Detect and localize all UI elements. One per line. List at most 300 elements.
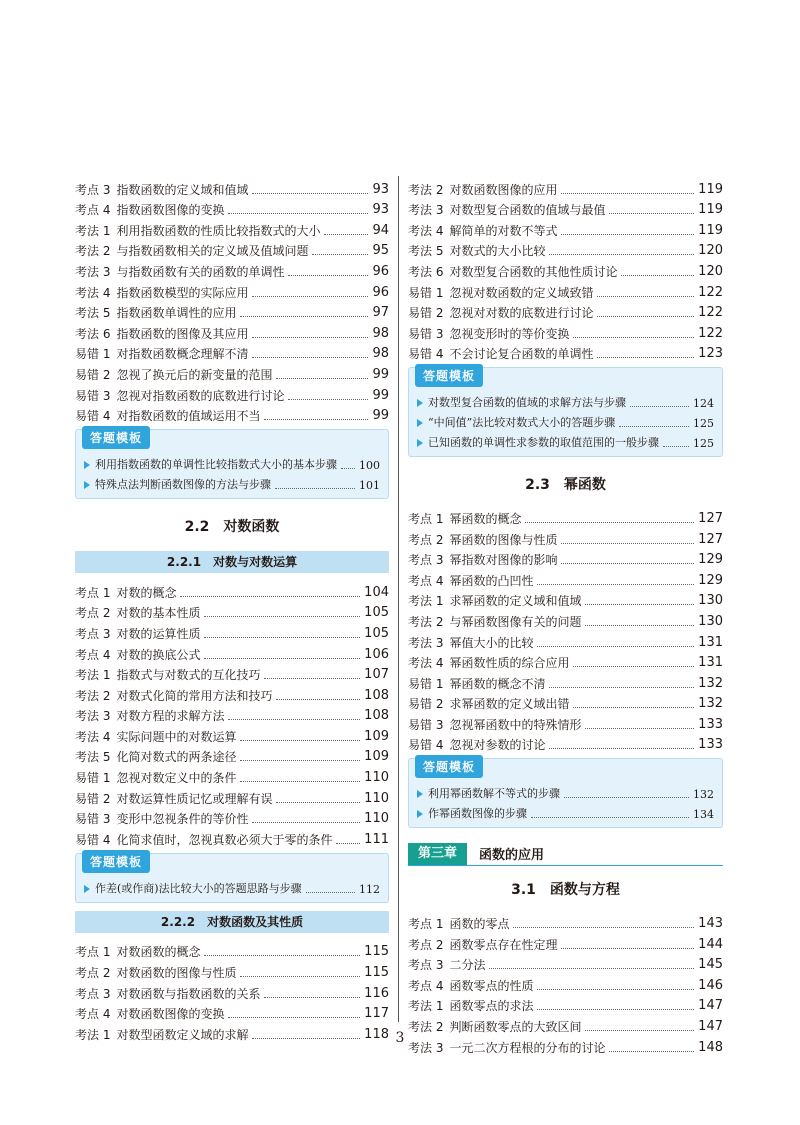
template-entry-page: 134 xyxy=(693,808,714,822)
dot-leader xyxy=(609,1051,694,1052)
toc-entry[interactable] xyxy=(408,217,723,238)
toc-entry[interactable] xyxy=(75,682,389,703)
toc-entry-page: 131 xyxy=(698,655,723,671)
toc-entry-page: 98 xyxy=(372,346,389,362)
dot-leader xyxy=(204,658,360,659)
toc-entry-title: 与幂函数图像有关的问题 xyxy=(449,614,582,629)
toc-entry-label: 易错 4 xyxy=(75,832,111,847)
toc-entry-page: 93 xyxy=(372,181,389,197)
triangle-bullet-icon xyxy=(84,461,90,469)
toc-entry-label: 易错 3 xyxy=(75,812,111,827)
dot-leader xyxy=(489,968,694,969)
dot-leader xyxy=(240,781,360,782)
toc-entry-title: 幂函数性质的综合应用 xyxy=(449,656,570,671)
dot-leader xyxy=(275,488,355,489)
toc-entry[interactable] xyxy=(75,217,389,238)
triangle-bullet-icon xyxy=(84,885,90,893)
toc-entry[interactable] xyxy=(408,341,723,362)
toc-entry-page: 119 xyxy=(698,222,723,238)
toc-entry-title: 变形中忽视条件的等价性 xyxy=(116,812,249,827)
dot-leader xyxy=(252,822,360,823)
dot-leader xyxy=(573,707,694,708)
toc-entry-page: 127 xyxy=(698,531,723,547)
toc-entry[interactable] xyxy=(408,732,723,753)
toc-entry-page: 122 xyxy=(698,284,723,300)
toc-entry-page: 129 xyxy=(698,552,723,568)
toc-entry-title: 函数的零点 xyxy=(449,917,510,932)
toc-entry[interactable] xyxy=(75,959,389,980)
dot-leader xyxy=(276,699,360,700)
toc-entry-title: 与指数函数有关的函数的单调性 xyxy=(116,264,285,279)
dot-leader xyxy=(573,337,694,338)
toc-entry-label: 考点 4 xyxy=(408,573,444,588)
dot-leader xyxy=(561,193,694,194)
toc-entry-label: 考法 2 xyxy=(408,182,444,197)
toc-entry-title: 对数运算性质记忆或理解有误 xyxy=(116,791,273,806)
chapter-header xyxy=(408,842,723,866)
toc-list xyxy=(75,176,389,423)
toc-entry-label: 考法 3 xyxy=(75,709,111,724)
toc-entry-page: 120 xyxy=(698,243,723,259)
toc-entry-label: 易错 1 xyxy=(408,285,444,300)
toc-entry-title: 函数零点存在性定理 xyxy=(449,937,558,952)
chapter-badge: 第三章 xyxy=(408,843,467,865)
toc-entry-page: 148 xyxy=(698,1039,723,1055)
toc-entry-title: 忽视对参数的讨论 xyxy=(449,738,546,753)
dot-leader xyxy=(619,426,689,427)
toc-entry-page: 95 xyxy=(372,243,389,259)
dot-leader xyxy=(621,275,694,276)
template-entry-title: 作差(或作商)法比较大小的答题思路与步骤 xyxy=(95,881,302,895)
toc-entry-page: 132 xyxy=(698,675,723,691)
chapter-title: 函数的应用 xyxy=(479,848,545,864)
toc-entry-label: 考法 1 xyxy=(75,1027,111,1042)
toc-entry[interactable] xyxy=(75,320,389,341)
toc-entry[interactable] xyxy=(75,382,389,403)
dot-leader xyxy=(264,678,360,679)
toc-entry-label: 易错 4 xyxy=(408,738,444,753)
dot-leader xyxy=(561,234,694,235)
dot-leader xyxy=(324,234,368,235)
template-entry[interactable] xyxy=(84,472,380,492)
template-entry-page: 125 xyxy=(693,437,714,451)
dot-leader xyxy=(597,296,694,297)
dot-leader xyxy=(180,596,360,597)
dot-leader xyxy=(204,637,360,638)
dot-leader xyxy=(561,563,694,564)
toc-entry[interactable] xyxy=(408,931,723,952)
toc-entry-title: 对数函数与指数函数的关系 xyxy=(116,986,261,1001)
toc-entry-title: 指数函数图像的变换 xyxy=(116,203,225,218)
toc-entry-title: 化简求值时，忽视真数必须大于零的条件 xyxy=(116,832,333,847)
toc-entry[interactable] xyxy=(75,620,389,641)
section-title: 3.1 函数与方程 xyxy=(511,882,620,899)
right-column xyxy=(408,176,723,1055)
toc-entry-page: 119 xyxy=(698,181,723,197)
dot-leader xyxy=(288,275,368,276)
toc-entry[interactable] xyxy=(75,176,389,197)
template-entry-title: 利用指数函数的单调性比较指数式大小的基本步骤 xyxy=(95,458,337,472)
toc-entry-label: 考点 4 xyxy=(75,203,111,218)
dot-leader xyxy=(537,989,694,990)
template-box-title: 答题模板 xyxy=(415,755,483,778)
toc-entry-title: 指数函数模型的实际应用 xyxy=(116,285,249,300)
toc-entry-title: 对数函数图像的应用 xyxy=(449,182,558,197)
template-entry[interactable] xyxy=(417,801,714,821)
toc-entry-label: 考点 4 xyxy=(75,647,111,662)
triangle-bullet-icon xyxy=(417,399,423,407)
template-entry[interactable] xyxy=(84,452,380,472)
template-entry-page: 132 xyxy=(693,788,714,802)
toc-entry[interactable] xyxy=(75,403,389,424)
dot-leader xyxy=(663,446,689,447)
template-list xyxy=(417,390,714,450)
toc-entry-label: 考点 3 xyxy=(408,958,444,973)
toc-entry-title: 忽视对数函数的定义域致错 xyxy=(449,285,594,300)
dot-leader xyxy=(585,604,694,605)
dot-leader xyxy=(240,740,360,741)
toc-entry[interactable] xyxy=(408,300,723,321)
toc-entry-label: 易错 2 xyxy=(408,306,444,321)
template-box xyxy=(408,758,723,828)
toc-entry-label: 考点 3 xyxy=(75,986,111,1001)
toc-entry[interactable] xyxy=(408,650,723,671)
toc-entry[interactable] xyxy=(75,279,389,300)
dot-leader xyxy=(525,522,694,523)
toc-entry-page: 110 xyxy=(364,770,389,786)
template-entry[interactable] xyxy=(417,410,714,430)
toc-entry[interactable] xyxy=(75,641,389,662)
toc-entry-title: 忽视对数定义中的条件 xyxy=(116,771,237,786)
toc-entry-title: 函数零点的性质 xyxy=(449,978,534,993)
template-entry-page: 100 xyxy=(359,459,380,473)
toc-entry[interactable] xyxy=(75,806,389,827)
section-title: 2.3 幂函数 xyxy=(525,477,606,494)
toc-entry[interactable] xyxy=(75,1001,389,1022)
toc-entry-label: 考法 3 xyxy=(408,1040,444,1055)
triangle-bullet-icon xyxy=(417,419,423,427)
dot-leader xyxy=(228,1017,360,1018)
toc-list xyxy=(75,939,389,1042)
dot-leader xyxy=(549,687,694,688)
toc-entry-title: 对数函数图像的变换 xyxy=(116,1007,225,1022)
dot-leader xyxy=(609,213,694,214)
toc-entry-page: 145 xyxy=(698,957,723,973)
toc-entry-title: 指数函数单调性的应用 xyxy=(116,306,237,321)
toc-entry[interactable] xyxy=(408,197,723,218)
dot-leader xyxy=(630,406,689,407)
toc-entry[interactable] xyxy=(408,320,723,341)
toc-entry[interactable] xyxy=(408,629,723,650)
toc-list xyxy=(75,579,389,847)
toc-entry-page: 123 xyxy=(698,346,723,362)
toc-entry-label: 易错 1 xyxy=(408,676,444,691)
toc-entry[interactable] xyxy=(75,258,389,279)
template-entry[interactable] xyxy=(84,876,380,896)
toc-entry-label: 考法 5 xyxy=(408,244,444,259)
template-box xyxy=(75,429,389,499)
toc-entry-title: 求幂函数的定义域出错 xyxy=(449,697,570,712)
toc-entry-label: 考点 3 xyxy=(75,182,111,197)
dot-leader xyxy=(561,543,694,544)
toc-entry[interactable] xyxy=(408,670,723,691)
toc-entry[interactable] xyxy=(408,176,723,197)
toc-entry-title: 指数式与对数式的互化技巧 xyxy=(116,668,261,683)
toc-entry-page: 146 xyxy=(698,977,723,993)
toc-entry-label: 易错 3 xyxy=(408,717,444,732)
toc-entry-title: 利用指数函数的性质比较指数式的大小 xyxy=(116,223,321,238)
toc-entry-title: 忽视幂函数中的特殊情形 xyxy=(449,717,582,732)
toc-entry-page: 144 xyxy=(698,936,723,952)
template-list xyxy=(417,781,714,821)
toc-entry-label: 考点 4 xyxy=(408,978,444,993)
toc-entry-title: 对数方程的求解方法 xyxy=(116,709,225,724)
toc-entry-title: 一元二次方程根的分布的讨论 xyxy=(449,1040,606,1055)
toc-entry[interactable] xyxy=(75,361,389,382)
dot-leader xyxy=(537,646,694,647)
toc-entry-page: 97 xyxy=(372,305,389,321)
dot-leader xyxy=(252,296,368,297)
template-entry-page: 124 xyxy=(693,397,714,411)
toc-entry[interactable] xyxy=(75,197,389,218)
toc-entry-page: 109 xyxy=(364,749,389,765)
toc-entry-page: 109 xyxy=(364,728,389,744)
dot-leader xyxy=(276,802,360,803)
toc-entry[interactable] xyxy=(408,952,723,973)
toc-entry-title: 幂函数的凸凹性 xyxy=(449,573,534,588)
toc-entry[interactable] xyxy=(75,600,389,621)
toc-entry-page: 120 xyxy=(698,263,723,279)
toc-entry[interactable] xyxy=(408,258,723,279)
dot-leader xyxy=(585,728,694,729)
toc-entry-page: 133 xyxy=(698,716,723,732)
toc-entry-label: 考法 3 xyxy=(408,635,444,650)
toc-entry-label: 考法 2 xyxy=(75,688,111,703)
toc-entry[interactable] xyxy=(408,279,723,300)
toc-entry-label: 易错 4 xyxy=(75,409,111,424)
dot-leader xyxy=(276,378,368,379)
column-divider xyxy=(398,176,399,1022)
toc-entry-page: 108 xyxy=(364,687,389,703)
toc-entry-page: 143 xyxy=(698,916,723,932)
toc-entry[interactable] xyxy=(75,744,389,765)
template-list xyxy=(84,452,380,492)
template-entry-title: “中间值”法比较对数式大小的答题步骤 xyxy=(428,416,616,430)
toc-entry-title: 判断函数零点的大致区间 xyxy=(449,1020,582,1035)
toc-entry-page: 96 xyxy=(372,284,389,300)
dot-leader xyxy=(561,948,694,949)
toc-entry[interactable] xyxy=(75,662,389,683)
toc-entry-label: 考法 1 xyxy=(75,223,111,238)
template-list xyxy=(84,876,380,896)
dot-leader xyxy=(531,817,689,818)
template-box xyxy=(75,853,389,903)
dot-leader xyxy=(564,797,689,798)
toc-entry-page: 147 xyxy=(698,998,723,1014)
toc-entry-label: 考法 4 xyxy=(408,656,444,671)
toc-entry-page: 111 xyxy=(364,831,389,847)
toc-entry-label: 考点 1 xyxy=(408,511,444,526)
toc-entry-page: 129 xyxy=(698,572,723,588)
toc-entry[interactable] xyxy=(408,691,723,712)
template-entry-title: 作幂函数图像的步骤 xyxy=(428,807,527,821)
toc-entry-page: 122 xyxy=(698,325,723,341)
toc-entry[interactable] xyxy=(75,723,389,744)
toc-entry-title: 化简对数式的两条途径 xyxy=(116,750,237,765)
toc-entry-page: 119 xyxy=(698,202,723,218)
toc-entry-title: 幂函数的概念 xyxy=(449,511,522,526)
template-entry[interactable] xyxy=(417,781,714,801)
page-number: 3 xyxy=(395,1030,405,1046)
toc-entry-page: 130 xyxy=(698,593,723,609)
toc-entry[interactable] xyxy=(408,526,723,547)
toc-entry-title: 幂指数对图像的影响 xyxy=(449,553,558,568)
toc-entry-title: 解简单的对数不等式 xyxy=(449,223,558,238)
toc-entry-title: 对指数函数的值域运用不当 xyxy=(116,409,261,424)
toc-entry[interactable] xyxy=(75,826,389,847)
toc-entry-title: 对数式的大小比较 xyxy=(449,244,546,259)
toc-entry-page: 107 xyxy=(364,667,389,683)
subsection-title: 2.2.1 对数与对数运算 xyxy=(75,551,389,573)
dot-leader xyxy=(252,357,368,358)
toc-entry[interactable] xyxy=(75,785,389,806)
template-box xyxy=(408,367,723,457)
dot-leader xyxy=(537,584,694,585)
toc-entry[interactable] xyxy=(75,939,389,960)
toc-entry-page: 99 xyxy=(372,387,389,403)
dot-leader xyxy=(288,399,368,400)
template-box-title: 答题模板 xyxy=(82,426,150,449)
toc-entry-label: 考法 4 xyxy=(75,729,111,744)
dot-leader xyxy=(228,719,360,720)
toc-entry-label: 考点 2 xyxy=(408,937,444,952)
dot-leader xyxy=(306,892,355,893)
toc-entry-page: 115 xyxy=(364,965,389,981)
toc-entry[interactable] xyxy=(75,703,389,724)
toc-entry-label: 考法 1 xyxy=(408,594,444,609)
toc-entry-title: 指数函数的图像及其应用 xyxy=(116,326,249,341)
toc-entry-page: 104 xyxy=(364,584,389,600)
template-entry[interactable] xyxy=(417,390,714,410)
triangle-bullet-icon xyxy=(84,481,90,489)
toc-entry-page: 116 xyxy=(364,985,389,1001)
toc-entry[interactable] xyxy=(408,588,723,609)
dot-leader xyxy=(252,193,368,194)
toc-entry-page: 99 xyxy=(372,366,389,382)
toc-entry-title: 幂函数的概念不清 xyxy=(449,676,546,691)
toc-entry[interactable] xyxy=(75,238,389,259)
template-entry[interactable] xyxy=(417,430,714,450)
toc-entry[interactable] xyxy=(408,567,723,588)
toc-entry-title: 与指数函数相关的定义域及值域问题 xyxy=(116,244,309,259)
toc-entry[interactable] xyxy=(75,300,389,321)
toc-entry-label: 考点 1 xyxy=(408,917,444,932)
toc-entry[interactable] xyxy=(408,993,723,1014)
toc-entry[interactable] xyxy=(408,608,723,629)
toc-entry-label: 考法 5 xyxy=(75,750,111,765)
toc-entry[interactable] xyxy=(408,505,723,526)
dot-leader xyxy=(549,748,694,749)
toc-entry[interactable] xyxy=(408,910,723,931)
toc-entry-label: 易错 3 xyxy=(408,326,444,341)
toc-entry-label: 考法 2 xyxy=(408,1020,444,1035)
toc-entry-label: 考法 2 xyxy=(408,614,444,629)
toc-entry-label: 考法 6 xyxy=(75,326,111,341)
toc-entry-title: 对数函数的概念 xyxy=(116,945,201,960)
dot-leader xyxy=(573,666,694,667)
toc-entry-label: 考点 1 xyxy=(75,945,111,960)
toc-entry-page: 99 xyxy=(372,408,389,424)
dot-leader xyxy=(513,927,694,928)
template-entry-title: 对数型复合函数的值域的求解方法与步骤 xyxy=(428,396,626,410)
toc-entry-page: 110 xyxy=(364,790,389,806)
toc-entry-title: 对数函数的图像与性质 xyxy=(116,966,237,981)
dot-leader xyxy=(537,1009,694,1010)
toc-entry[interactable] xyxy=(75,579,389,600)
dot-leader xyxy=(585,625,694,626)
section-title: 2.2 对数函数 xyxy=(184,519,280,536)
toc-entry-page: 130 xyxy=(698,613,723,629)
template-entry-page: 125 xyxy=(693,417,714,431)
toc-entry-page: 131 xyxy=(698,634,723,650)
dot-leader xyxy=(240,976,360,977)
toc-entry-title: 对数的概念 xyxy=(116,585,177,600)
toc-entry-label: 易错 2 xyxy=(408,697,444,712)
toc-entry[interactable] xyxy=(75,764,389,785)
toc-entry[interactable] xyxy=(408,711,723,732)
toc-entry-label: 考法 1 xyxy=(75,668,111,683)
toc-entry-label: 考法 4 xyxy=(408,223,444,238)
toc-entry-page: 118 xyxy=(364,1026,389,1042)
toc-entry[interactable] xyxy=(408,972,723,993)
toc-entry-label: 考点 2 xyxy=(75,966,111,981)
dot-leader xyxy=(204,616,360,617)
toc-entry-title: 幂值大小的比较 xyxy=(449,635,534,650)
toc-entry[interactable] xyxy=(75,980,389,1001)
toc-entry-label: 考点 2 xyxy=(75,606,111,621)
toc-entry-label: 考点 1 xyxy=(75,585,111,600)
toc-entry-page: 93 xyxy=(372,202,389,218)
toc-entry[interactable] xyxy=(408,238,723,259)
toc-entry-title: 忽视对对数的底数进行讨论 xyxy=(449,306,594,321)
toc-list xyxy=(408,176,723,361)
dot-leader xyxy=(336,843,360,844)
toc-entry-page: 96 xyxy=(372,263,389,279)
toc-entry-label: 考法 3 xyxy=(75,264,111,279)
toc-entry-title: 不会讨论复合函数的单调性 xyxy=(449,347,594,362)
toc-entry-label: 易错 1 xyxy=(75,771,111,786)
template-entry-title: 利用幂函数解不等式的步骤 xyxy=(428,787,560,801)
dot-leader xyxy=(240,316,368,317)
toc-entry[interactable] xyxy=(75,341,389,362)
dot-leader xyxy=(597,316,694,317)
toc-entry-page: 122 xyxy=(698,305,723,321)
toc-entry-label: 易错 2 xyxy=(75,367,111,382)
toc-entry-title: 对数式化简的常用方法和技巧 xyxy=(116,688,273,703)
toc-entry-title: 对数的运算性质 xyxy=(116,626,201,641)
toc-entry-label: 考点 3 xyxy=(408,553,444,568)
template-entry-page: 101 xyxy=(359,479,380,493)
toc-entry[interactable] xyxy=(408,547,723,568)
toc-entry-title: 忽视对指数函数的底数进行讨论 xyxy=(116,388,285,403)
dot-leader xyxy=(252,337,368,338)
dot-leader xyxy=(228,213,368,214)
dot-leader xyxy=(264,997,360,998)
toc-entry-label: 考点 2 xyxy=(408,532,444,547)
dot-leader xyxy=(204,955,360,956)
toc-entry-label: 考点 4 xyxy=(75,1007,111,1022)
toc-entry-label: 考法 6 xyxy=(408,264,444,279)
